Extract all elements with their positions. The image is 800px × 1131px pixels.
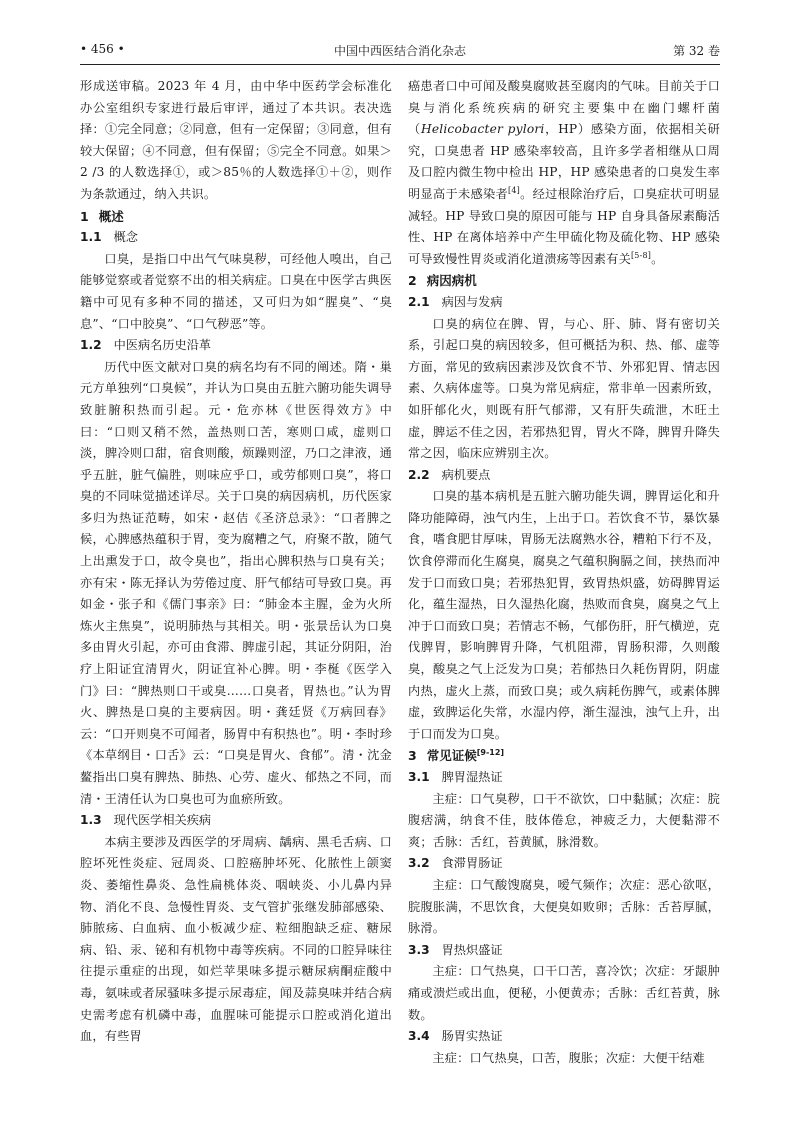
section-number: 1: [80, 208, 89, 224]
section-title: 现代医学相关疾病: [113, 813, 212, 828]
syndrome-3-1-paragraph: 主症：口气臭秽，口干不欲饮，口中黏腻；次症：脘腹痞满，纳食不佳，肢体倦怠，神疲乏力，大便黏滞不爽；舌脉：舌红，苔黄腻，脉滑数。: [408, 791, 720, 849]
section-title: 中医病名历史沿革: [113, 338, 212, 353]
intro-paragraph: 形成送审稿。2023 年 4 月，由中华中医药学会标准化办公室组织专家进行最后审评，通过了本共识。表决选择：①完全同意；②同意，但有一定保留；③同意，但有较大保留；④不同意，但有保留；⑤完全不同意。如果＞2 /3 的人数选择①，或＞85％的人数选择①＋②，则作为条款通过，纳入共识。: [80, 79, 392, 201]
pathogenesis-paragraph: 口臭的基本病机是五脏六腑功能失调，脾胃运化和升降功能障碍，浊气内生，上出于口。若饮食不节，暴饮暴食，嗜食肥甘厚味，胃肠无法腐熟水谷，糟粕下行不及，饮食停滞而化生腐臭，腐臭之气蕴积胸膈之间，挟热而冲发于口而致口臭；若邪热犯胃，致胃热炽盛，妨碍脾胃运化，蕴生湿热，日久湿热化腐，热败而食臭，腐臭之气上冲于口而致口臭；若情志不畅，气郁伤肝，肝气横逆，克伐脾胃，影响脾胃升降，气机阻滞，胃肠积滞，久则酸臭，酸臭之气上泛发为口臭；若郁热日久耗伤胃阴，阴虚内热，虚火上蒸，而致口臭；或久病耗伤脾气，或素体脾虚，致脾运化失常，水湿内停，渐生湿浊，浊气上升，出于口而发为口臭。: [408, 489, 720, 741]
modern-disease-paragraph: 本病主要涉及西医学的牙周病、龋病、黑毛舌病、口腔坏死性炎症、冠周炎、口腔癌肿坏死、化脓性上颌窦炎、萎缩性鼻炎、急性扁桃体炎、咽峡炎、小儿鼻内异物、消化不良、急慢性胃炎、支气管扩张继发肺部感染、肺脓疡、白血病、血小板减少症、粒细胞缺乏症、糖尿病、铅、汞、铋和有机物中毒等疾病。不同的口腔异味往往提示重症的出现，如烂苹果味多提示糖尿病酮症酸中毒，氨味或者尿骚味多提示尿毒症，闻及蒜臭味并结合病史需考虑有机磷中毒，血腥味可能提示口腔或消化道出血，有些胃: [80, 834, 392, 1044]
section-2-2-heading: [408, 465, 720, 487]
concept-paragraph: 口臭，是指口中出气气味臭秽，可经他人嗅出，自己能够觉察或者觉察不出的相关病症。口臭在中医学古典医籍中可见有多种不同的描述，又可归为如“腥臭”、“臭息”、“口中胶臭”、“口气秽恶”等。: [80, 251, 392, 331]
journal-title: 中国中西医结合消化杂志: [333, 44, 466, 58]
section-number: 3: [408, 748, 417, 764]
etiology-paragraph: 口臭的病位在脾、胃，与心、肝、肺、肾有密切关系，引起口臭的病因较多，但可概括为积、热、郁、虚等方面，常见的致病因素涉及饮食不节、外邪犯胃、情志因素、久病体虚等。口臭为常见病症，常非单一因素所致，如肝郁化火，则既有肝气郁滞，又有肝失疏泄，木旺土虚，脾运不佳之因，若邪热犯胃，胃火不降，脾胃升降失常之因，临床应辨别主次。: [408, 316, 720, 461]
hp-text-d: 。: [651, 251, 664, 266]
section-3-heading: [408, 745, 720, 767]
hp-paragraph: [408, 76, 720, 270]
section-3-2-heading: [408, 853, 720, 875]
section-number: 3.4: [408, 1029, 430, 1044]
section-1-1-heading: [80, 227, 392, 249]
section-title: 概念: [113, 230, 138, 245]
section-title: 常见证候: [426, 748, 477, 764]
right-column: [408, 76, 720, 1069]
section-title: 病因与发病: [441, 294, 503, 309]
section-number: 3.1: [408, 770, 430, 784]
citation-5-8: [5-8]: [630, 250, 652, 260]
section-2-1-heading: [408, 292, 720, 314]
section-title: 胃热炽盛证: [441, 942, 503, 957]
section-number: 2.1: [408, 294, 430, 309]
page-number: • 456 •: [80, 42, 125, 56]
section-title: 概述: [98, 208, 124, 224]
section-title: 病因病机: [426, 273, 477, 289]
syndrome-3-2-paragraph: 主症：口气酸馊腐臭，嗳气频作；次症：恶心欲呕，脘腹胀满，不思饮食，大便臭如败卵；舌脉：舌苔厚腻，脉滑。: [408, 877, 720, 936]
running-header: [80, 38, 720, 65]
left-column: [80, 76, 392, 1048]
hp-latin-name: Helicobacter pylori: [420, 122, 545, 137]
section-number: 3.3: [408, 942, 430, 957]
section-number: 2.2: [408, 467, 430, 482]
section-number: 3.2: [408, 856, 430, 871]
citation-4: [4]: [508, 185, 520, 195]
hp-text-c: 。经过根除治疗后，口臭症状可明显减轻。HP 导致口臭的原因可能与 HP 自身具备尿素酶活性、HP 在离体培养中产生甲硫化物及硫化物、HP 感染可导致慢性胃炎或消化道溃疡等因素有关: [408, 186, 721, 266]
section-title: 肠胃实热证: [441, 1029, 503, 1044]
section-2-heading: [408, 270, 720, 292]
section-3-1-heading: [408, 767, 720, 789]
syndrome-3-4-paragraph: 主症：口气热臭，口苦，腹胀；次症：大便干结难: [432, 1050, 705, 1065]
section-number: 2: [408, 273, 417, 289]
section-title: 脾胃湿热证: [441, 770, 503, 784]
section-number: 1.2: [80, 338, 102, 353]
section-3-3-heading: [408, 940, 720, 962]
volume-label: 第 32 卷: [673, 44, 720, 58]
section-title: 病机要点: [441, 467, 491, 482]
section-number: 1.1: [80, 230, 102, 245]
citation-9-12: [9-12]: [476, 748, 505, 758]
hp-text-a: 癌患者口中可闻及酸臭腐败甚至腐肉的气味。目前关于口臭与消化系统疾病的研究主要集中在幽门螺杆菌（: [408, 79, 720, 137]
section-1-2-heading: [80, 335, 392, 357]
section-1-3-heading: [80, 810, 392, 832]
hp-text-b: ，HP）感染方面，依据相关研究，口臭患者 HP 感染率较高，且许多学者相继从口周及口腔内微生物中检出 HP，HP 感染患者的口臭发生率明显高于未感染者: [408, 122, 721, 201]
section-title: 食滞胃肠证: [441, 856, 503, 871]
syndrome-3-3-paragraph: 主症：口气热臭，口干口苦，喜冷饮；次症：牙龈肿痛或溃烂或出血，便秘，小便黄赤；舌脉：舌红苔黄，脉数。: [408, 964, 720, 1022]
section-number: 1.3: [80, 813, 102, 828]
history-paragraph: 历代中医文献对口臭的病名均有不同的阐述。隋・巢元方单独列“口臭候”，并认为口臭由五脏六腑功能失调导致脏腑积热而引起。元・危亦林《世医得效方》中曰：“口则又稍不然，盖热则口苦，寒则口咸，虚则口淡，脾冷则口甜，宿食则酸，烦躁则涩，乃口之津液，通乎五脏，脏气偏胜，则味应乎口，或劳郁则口臭”，将口臭的不同味觉描述详尽。关于口臭的病因病机，历代医家多归为热证范畴，如宋・赵佶《圣济总录》：“口者脾之候，心脾感热蕴积于胃，变为腐糟之气，府聚不散，随气上出熏发于口，故令臭也”，指出心脾积热与口臭有关；亦有宋・陈无择认为劳倦过度、肝气郁结可导致口臭。再如金・张子和《儒门事亲》曰：“肺金本主腥，金为火所炼火主焦臭”，说明肺热与其相关。明・张景岳认为口臭多由胃火引起，亦可由食滞、脾虚引起，其证分阴阳，治疗上阳证宜清胃火，阴证宜补心脾。明・李梴《医学入门》曰：“脾热则口干或臭……口臭者，胃热也。”认为胃火、脾热是口臭的主要病因。明・龚廷贤《万病回春》云：“口开则臭不可闻者，肠胃中有积热也”。明・李时珍《本草纲目・口舌》云：“口臭是胃火、食郁”。清・沈金鳌指出口臭有脾热、肺热、心劳、虚火、郁热之不同，而清・王清任认为口臭也可为血瘀所致。: [80, 359, 392, 806]
section-1-heading: [80, 206, 392, 228]
section-3-4-heading: [408, 1026, 720, 1048]
